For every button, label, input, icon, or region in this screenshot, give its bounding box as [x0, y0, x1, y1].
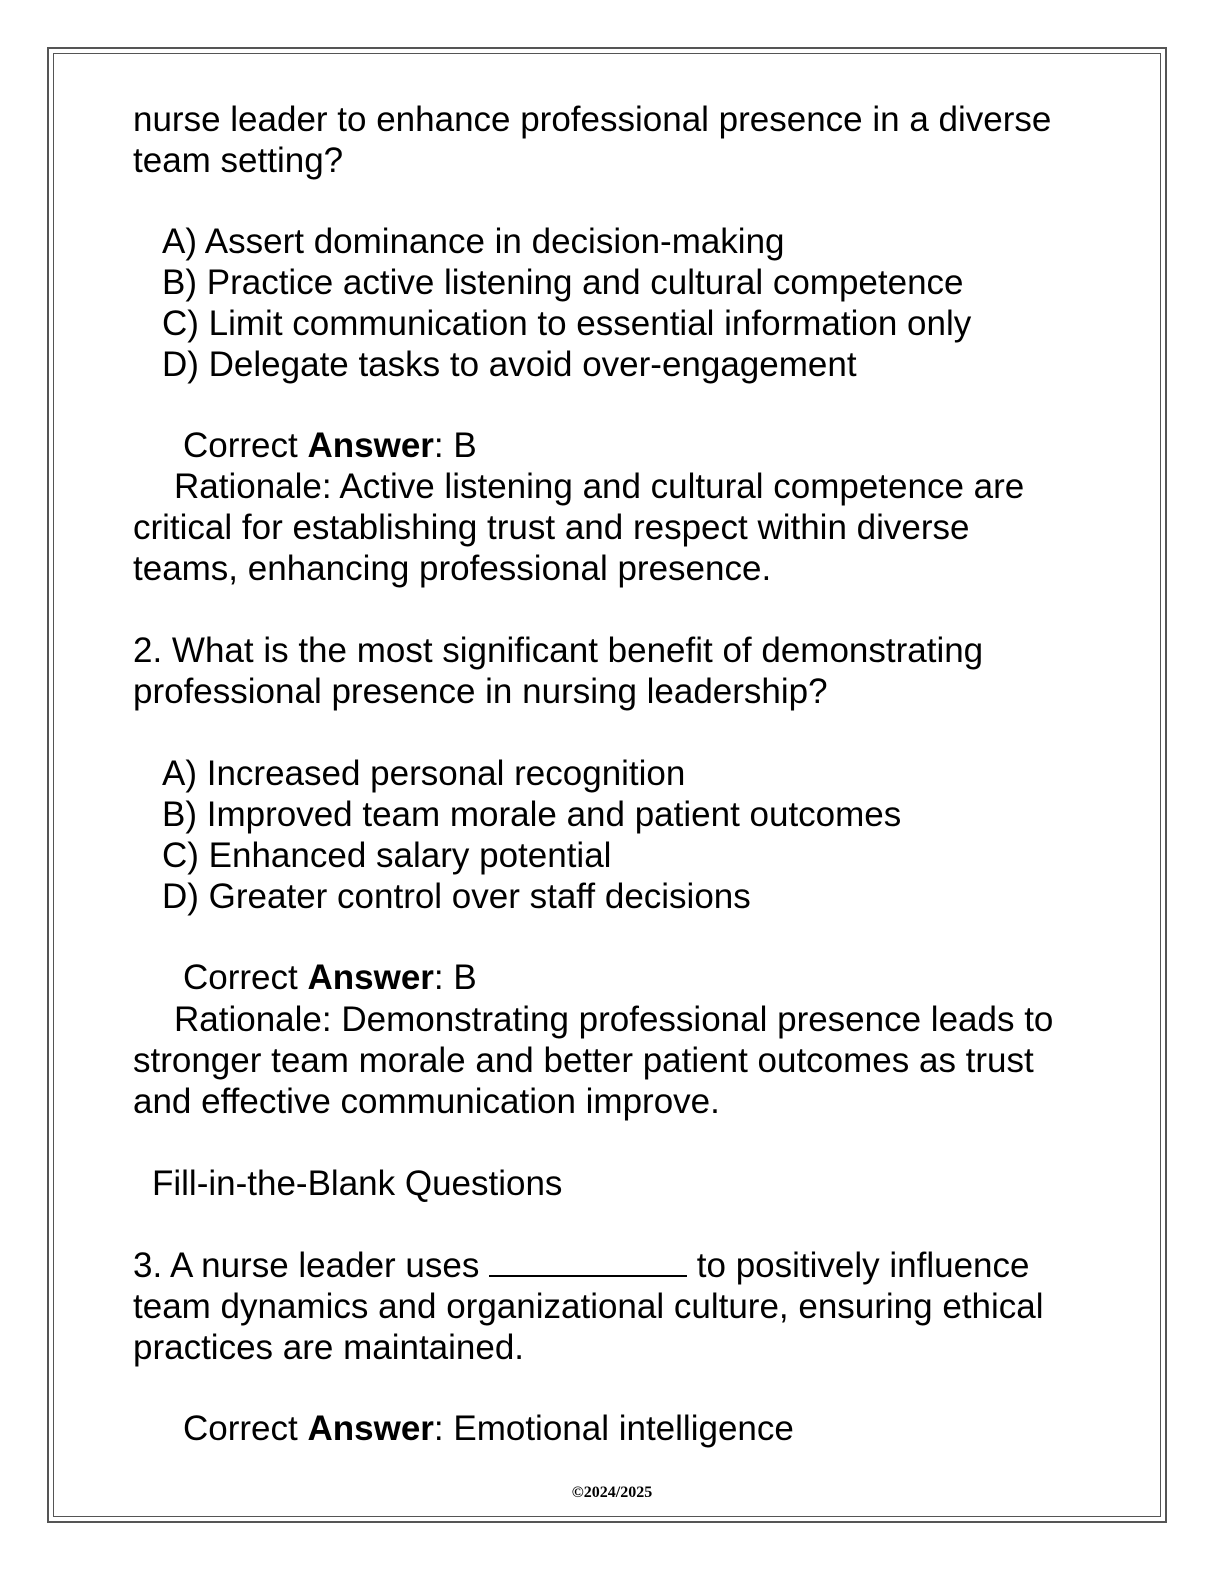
- q2-stem-line: 2. What is the most significant benefit of demonstrating: [133, 631, 984, 670]
- section-heading: Fill-in-the-Blank Questions: [152, 1164, 563, 1203]
- q3-stem-line: team dynamics and organizational culture, ensuring ethical: [133, 1287, 1044, 1326]
- answer-label: Answer: [307, 426, 434, 465]
- q1-option-b: B) Practice active listening and cultural competence: [162, 263, 964, 302]
- q2-rationale-line: stronger team morale and better patient outcomes as trust: [133, 1041, 1034, 1080]
- q3-correct-answer: Correct Answer: Emotional intelligence: [183, 1409, 794, 1448]
- q1-correct-answer: Correct Answer: B: [183, 426, 477, 465]
- q3-stem-line: practices are maintained.: [133, 1328, 525, 1367]
- q1-rationale-line: critical for establishing trust and respect within diverse: [133, 508, 970, 547]
- q3-stem-line: 3. A nurse leader uses to positively influence: [133, 1246, 1030, 1285]
- q2-correct-answer: Correct Answer: B: [183, 958, 477, 997]
- q2-option-c: C) Enhanced salary potential: [162, 836, 612, 875]
- q1-rationale-line: Rationale: Active listening and cultural competence are: [174, 467, 1025, 506]
- q2-rationale-line: and effective communication improve.: [133, 1082, 720, 1121]
- answer-label: Answer: [307, 1409, 434, 1448]
- q1-option-a: A) Assert dominance in decision-making: [162, 222, 785, 261]
- q2-option-d: D) Greater control over staff decisions: [162, 877, 751, 916]
- q1-stem-line: nurse leader to enhance professional presence in a diverse: [133, 100, 1052, 139]
- q1-stem-line: team setting?: [133, 141, 344, 180]
- q2-rationale-line: Rationale: Demonstrating professional presence leads to: [174, 1000, 1054, 1039]
- copyright-footer: ©2024/2025: [571, 1484, 653, 1501]
- q1-option-d: D) Delegate tasks to avoid over-engagement: [162, 345, 857, 384]
- q2-option-b: B) Improved team morale and patient outcomes: [162, 795, 902, 834]
- q1-rationale-line: teams, enhancing professional presence.: [133, 549, 772, 588]
- q2-option-a: A) Increased personal recognition: [162, 754, 686, 793]
- q2-stem-line: professional presence in nursing leadership?: [133, 672, 828, 711]
- answer-label: Answer: [307, 958, 434, 997]
- q1-option-c: C) Limit communication to essential information only: [162, 304, 972, 343]
- answer-blank: [489, 1245, 687, 1277]
